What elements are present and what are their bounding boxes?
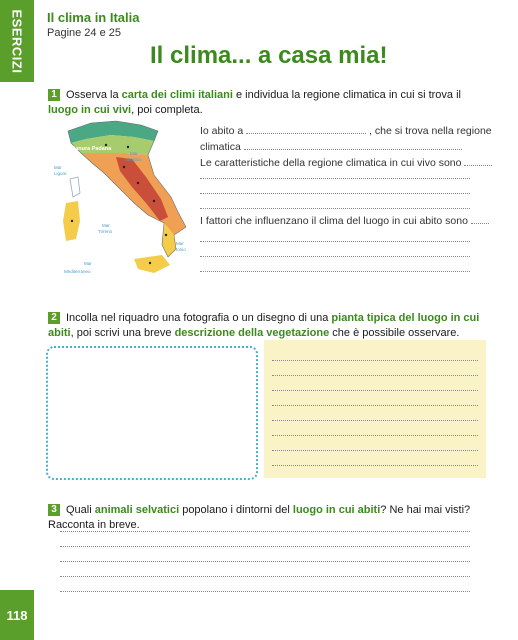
highlighted-text: luogo in cui vivi (48, 104, 132, 116)
question-1-text (48, 89, 461, 116)
map-label-pianura: Pianura Padana (70, 146, 112, 152)
highlighted-text: descrizione della vegetazione (174, 327, 330, 339)
question-3-text (48, 504, 470, 531)
question-1 (48, 88, 488, 118)
answer-field-climate-region[interactable] (244, 149, 462, 150)
q1-line-1-start: Io abito a (200, 125, 244, 137)
page-number: 118 (0, 590, 34, 640)
answer-line[interactable] (200, 256, 470, 257)
text-segment: e individua la regione climatica in cui si trova il (232, 89, 461, 101)
answer-field-characteristics[interactable] (464, 165, 492, 166)
text-segment: popolano i dintorni del (179, 504, 293, 516)
answer-line[interactable] (272, 390, 478, 391)
map-label-ligure-1: Mar (54, 165, 62, 170)
answer-line[interactable] (200, 178, 470, 179)
q1-line-4-label: I fattori che influenzano il clima del luogo in cui abito sono (200, 215, 468, 227)
text-segment: , poi scrivi una breve (70, 327, 175, 339)
highlighted-text: animali selvatici (94, 504, 180, 516)
q1-line-3-label: Le caratteristiche della regione climatica in cui vivo sono (200, 157, 462, 169)
chapter-pages: Pagine 24 e 25 (47, 27, 122, 39)
question-number: 2 (48, 312, 60, 324)
answer-line[interactable] (272, 435, 478, 436)
answer-line[interactable] (272, 405, 478, 406)
q1-line-1-end: , che si trova nella regione (369, 125, 492, 137)
answer-line[interactable] (60, 576, 470, 577)
question-number: 3 (48, 504, 60, 516)
text-segment: che è possibile osservare. (329, 327, 460, 339)
map-region-corsica (70, 177, 80, 197)
text-segment: Quali (66, 504, 95, 516)
page-title: Il clima... a casa mia! (150, 42, 388, 69)
answer-line[interactable] (272, 465, 478, 466)
answer-line[interactable] (60, 591, 470, 592)
answer-line[interactable] (272, 450, 478, 451)
highlighted-text: carta dei climi italiani (121, 89, 233, 101)
sidebar (0, 0, 34, 640)
answer-line[interactable] (200, 241, 470, 242)
q1-line-3 (200, 156, 492, 171)
highlighted-text: pianta tipica del luogo in cui abiti (48, 312, 480, 339)
map-label-adriatico-2: Adriatico (124, 157, 142, 162)
q1-line-2-label: climatica (200, 141, 241, 153)
italy-climate-map (46, 117, 196, 282)
map-label-med-1: Mar (84, 261, 92, 266)
answer-line[interactable] (60, 561, 470, 562)
answer-line[interactable] (272, 420, 478, 421)
text-segment: Incolla nel riquadro una fotografia o un disegno di una (66, 312, 332, 324)
question-3 (48, 503, 488, 533)
question-2-text (48, 312, 479, 339)
map-label-ionio-2: Ionio (176, 247, 186, 252)
map-label-ligure-2: Ligure (54, 171, 67, 176)
chapter-title: Il clima in Italia (47, 10, 140, 25)
text-segment: , poi completa. (131, 104, 203, 116)
q1-line-4 (200, 214, 489, 229)
section-label: ESERCIZI (9, 9, 25, 73)
answer-line[interactable] (200, 208, 470, 209)
photo-paste-box[interactable] (46, 346, 258, 480)
answer-line[interactable] (272, 360, 478, 361)
highlighted-text: luogo in cui abiti (292, 504, 381, 516)
map-label-adriatico-1: Mar (130, 151, 138, 156)
answer-field-city[interactable] (246, 133, 366, 134)
question-2 (48, 311, 488, 341)
question-number: 1 (48, 89, 60, 101)
map-label-med-2: Mediterraneo (64, 269, 91, 274)
answer-line[interactable] (272, 375, 478, 376)
text-segment: ? Ne hai mai visti? Racconta in breve. (48, 504, 471, 531)
answer-line[interactable] (60, 546, 470, 547)
answer-field-factors[interactable] (471, 223, 489, 224)
description-note (264, 340, 486, 478)
answer-line[interactable] (200, 193, 470, 194)
answer-line[interactable] (60, 531, 470, 532)
section-tab (0, 0, 34, 82)
map-label-tirreno-2: Tirreno (98, 229, 113, 234)
map-region-sicily (134, 255, 170, 273)
map-label-tirreno-1: Mar (102, 223, 110, 228)
map-label-ionio-1: Mar (176, 241, 184, 246)
q1-line-2 (200, 140, 462, 155)
answer-line[interactable] (200, 271, 470, 272)
text-segment: Osserva la (66, 89, 122, 101)
q1-line-1 (200, 124, 492, 139)
